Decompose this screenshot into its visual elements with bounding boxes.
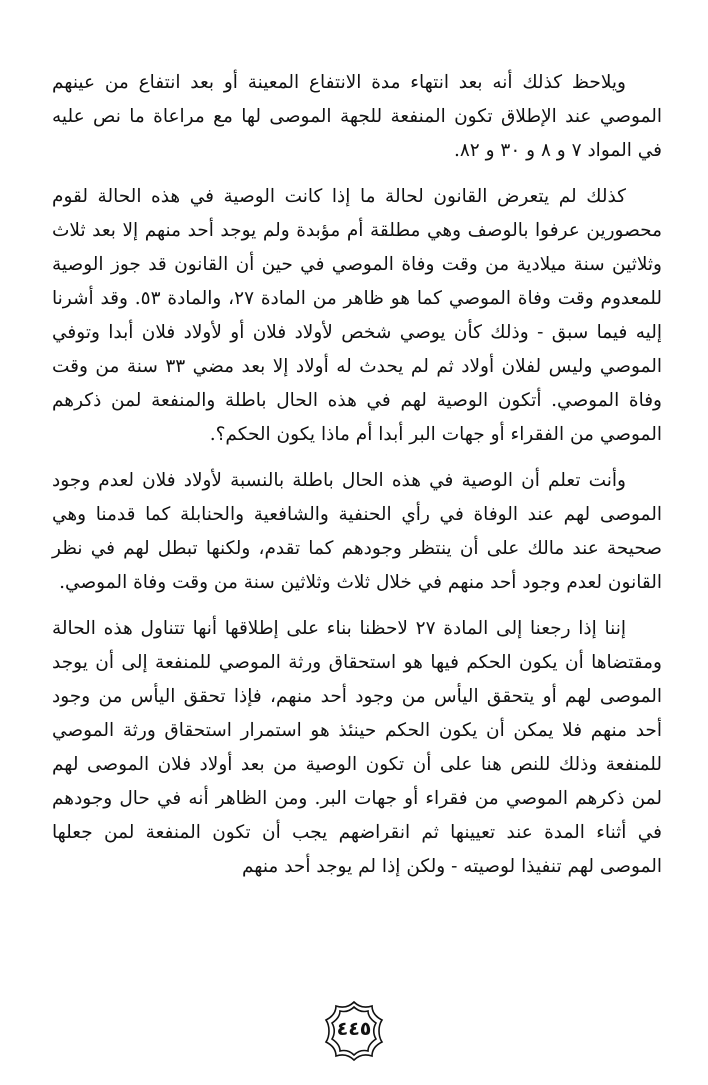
paragraph-2: كذلك لم يتعرض القانون لحالة ما إذا كانت الوصية في هذه الحالة لقوم محصورين عرفوا بالوصف وهي مطلقة أم مؤبدة ولم يوجد أحد منهم إلا بعد ثلاث وثلاثين سنة ميلادية من وقت وفاة الموصي في حين أن القانون قد جوز الوصية للمعدوم وقت وفاة الموصي كما هو ظاهر من المادة ٢٧، والمادة ٥٣. وقد أشرنا إليه فيما سبق - وذلك كأن يوصي شخص لأولاد فلان أو لأولاد فلان أبدا وتوفي الموصي وليس لفلان أولاد ثم لم يحدث له أولاد إلا بعد مضي ٣٣ سنة من وقت وفاة الموصي. أتكون الوصية لهم في هذه الحال باطلة والمنفعة لمن ذكرهم الموصي من الفقراء أو جهات البر أبدا أم ماذا يكون الحكم؟. [52, 186, 662, 445]
page-text [52, 66, 662, 884]
page-number-ornament [322, 998, 386, 1064]
paragraph-1: ويلاحظ كذلك أنه بعد انتهاء مدة الانتفاع المعينة أو بعد انتفاع من عينهم الموصي عند الإطلاق تكون المنفعة للجهة الموصى لها مع مراعاة ما نص عليه في المواد ٧ و ٨ و ٣٠ و ٨٢. [52, 72, 662, 161]
page-number: ٤٤٥ [336, 1018, 372, 1040]
paragraph-4: إننا إذا رجعنا إلى المادة ٢٧ لاحظنا بناء على إطلاقها أنها تتناول هذه الحالة ومقتضاها أن يكون الحكم فيها هو استحقاق ورثة الموصي للمنفعة إلى أن يوجد الموصى لهم أو يتحقق اليأس من وجود أحد منهم، فإذا تحقق اليأس من وجود أحد منهم فلا يمكن أن يكون الحكم حينئذ هو استمرار استحقاق ورثة الموصي للمنفعة وذلك للنص هنا على أن تكون الوصية من بعد أولاد فلان الموصى لهم لمن ذكرهم الموصي من فقراء أو جهات البر. ومن الظاهر أنه في حال وجودهم في أثناء المدة عند تعيينها ثم انقراضهم يجب أن تكون المنفعة لمن جعلها الموصى لهم تنفيذا لوصيته - ولكن إذا لم يوجد أحد منهم [52, 618, 662, 877]
paragraph-3: وأنت تعلم أن الوصية في هذه الحال باطلة بالنسبة لأولاد فلان لعدم وجود الموصى لهم عند الوفاة في رأي الحنفية والشافعية والحنابلة كما قدمنا وهي صحيحة عند مالك على أن ينتظر وجودهم كما تقدم، ولكنها تبطل لهم في نظر القانون لعدم وجود أحد منهم في خلال ثلاث وثلاثين سنة من وقت وفاة الموصي. [52, 470, 662, 593]
